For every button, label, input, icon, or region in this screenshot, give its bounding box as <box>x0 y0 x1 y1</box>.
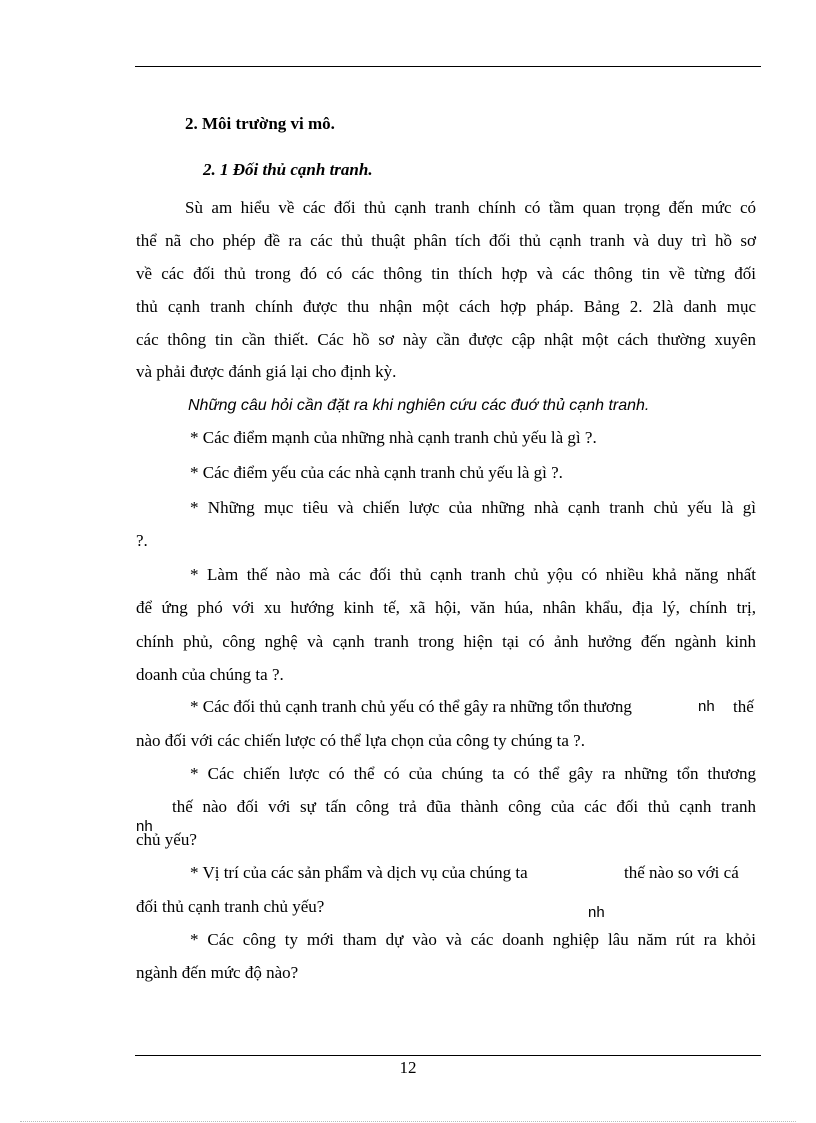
italic-intro: Những câu hỏi cần đặt ra khi nghiên cứu các đuớ thủ cạnh tranh. <box>188 397 650 414</box>
question-4-line-4: doanh của chúng ta ?. <box>136 665 284 684</box>
footer-rule <box>135 1055 761 1056</box>
question-8-line-1: * Các công ty mới tham dự vào và các doanh nghiệp lâu năm rút ra khỏi <box>190 930 756 949</box>
question-4-line-3: chính phủ, công nghệ và cạnh tranh trong hiện tại có ảnh hưởng đến ngành kinh <box>136 632 756 651</box>
question-5-line-2: nào đối với các chiến lược có thể lựa chọn của công ty chúng ta ?. <box>136 731 585 750</box>
question-6-line-3: chủ yếu? <box>136 830 197 849</box>
question-6-nh: nh <box>136 818 153 835</box>
page-edge-dotted-line <box>20 1121 796 1122</box>
question-7-line-2: đối thủ cạnh tranh chủ yếu? <box>136 897 325 916</box>
question-7-line-1a: * Vị trí của các sản phẩm và dịch vụ của chúng ta <box>190 863 528 882</box>
question-6-line-2: thế nào đối với sự tấn công trả đũa thành công của các đối thủ cạnh tranh <box>172 797 756 816</box>
para1-line-5: các thông tin cần thiết. Các hồ sơ này cần được cập nhật một cách thường xuyên <box>136 330 756 349</box>
question-8-line-2: ngành đến mức độ nào? <box>136 963 299 982</box>
para1-line-2: thể nã cho phép đề ra các thủ thuật phân tích đối thủ cạnh tranh và duy trì hồ sơ <box>136 231 756 250</box>
question-7-line-1b: thế nào so với cá <box>624 863 739 882</box>
para1-line-1: Sù am hiểu về các đối thủ cạnh tranh chính có tầm quan trọng đến mức có <box>185 198 756 217</box>
question-3-line-2: ?. <box>136 531 148 550</box>
question-5-line-1a: * Các đối thủ cạnh tranh chủ yếu có thể gây ra những tổn thương <box>190 697 632 716</box>
para1-line-4: thủ cạnh tranh chính được thu nhận một cách hợp pháp. Bảng 2. 2là danh mục <box>136 297 756 316</box>
question-4-line-2: để ứng phó với xu hướng kinh tế, xã hội, văn húa, nhân khẩu, địa lý, chính trị, <box>136 598 756 617</box>
question-4-line-1: * Làm thế nào mà các đối thủ cạnh tranh chủ yộu có nhiều khả năng nhất <box>190 565 756 584</box>
question-1: * Các điểm mạnh của những nhà cạnh tranh chủ yếu là gì ?. <box>190 428 597 447</box>
para1-line-3: về các đối thủ trong đó có các thông tin thích hợp và các thông tin về từng đối <box>136 264 756 283</box>
section-heading: 2. Môi trường vi mô. <box>185 114 335 133</box>
question-2: * Các điểm yếu của các nhà cạnh tranh chủ yếu là gì ?. <box>190 463 563 482</box>
subsection-heading: 2. 1 Đối thủ cạnh tranh. <box>203 160 373 179</box>
question-3-line-1: * Những mục tiêu và chiến lược của những nhà cạnh tranh chủ yếu là gì <box>190 498 756 517</box>
question-7-nh: nh <box>588 904 605 921</box>
page-number: 12 <box>399 1058 417 1077</box>
header-rule <box>135 66 761 67</box>
question-5-line-1b: thế <box>733 697 754 716</box>
question-5-nh: nh <box>698 698 715 715</box>
question-6-line-1: * Các chiến lược có thể có của chúng ta có thể gây ra những tổn thương <box>190 764 756 783</box>
para1-line-6: và phải được đánh giá lại cho định kỳ. <box>136 362 397 381</box>
